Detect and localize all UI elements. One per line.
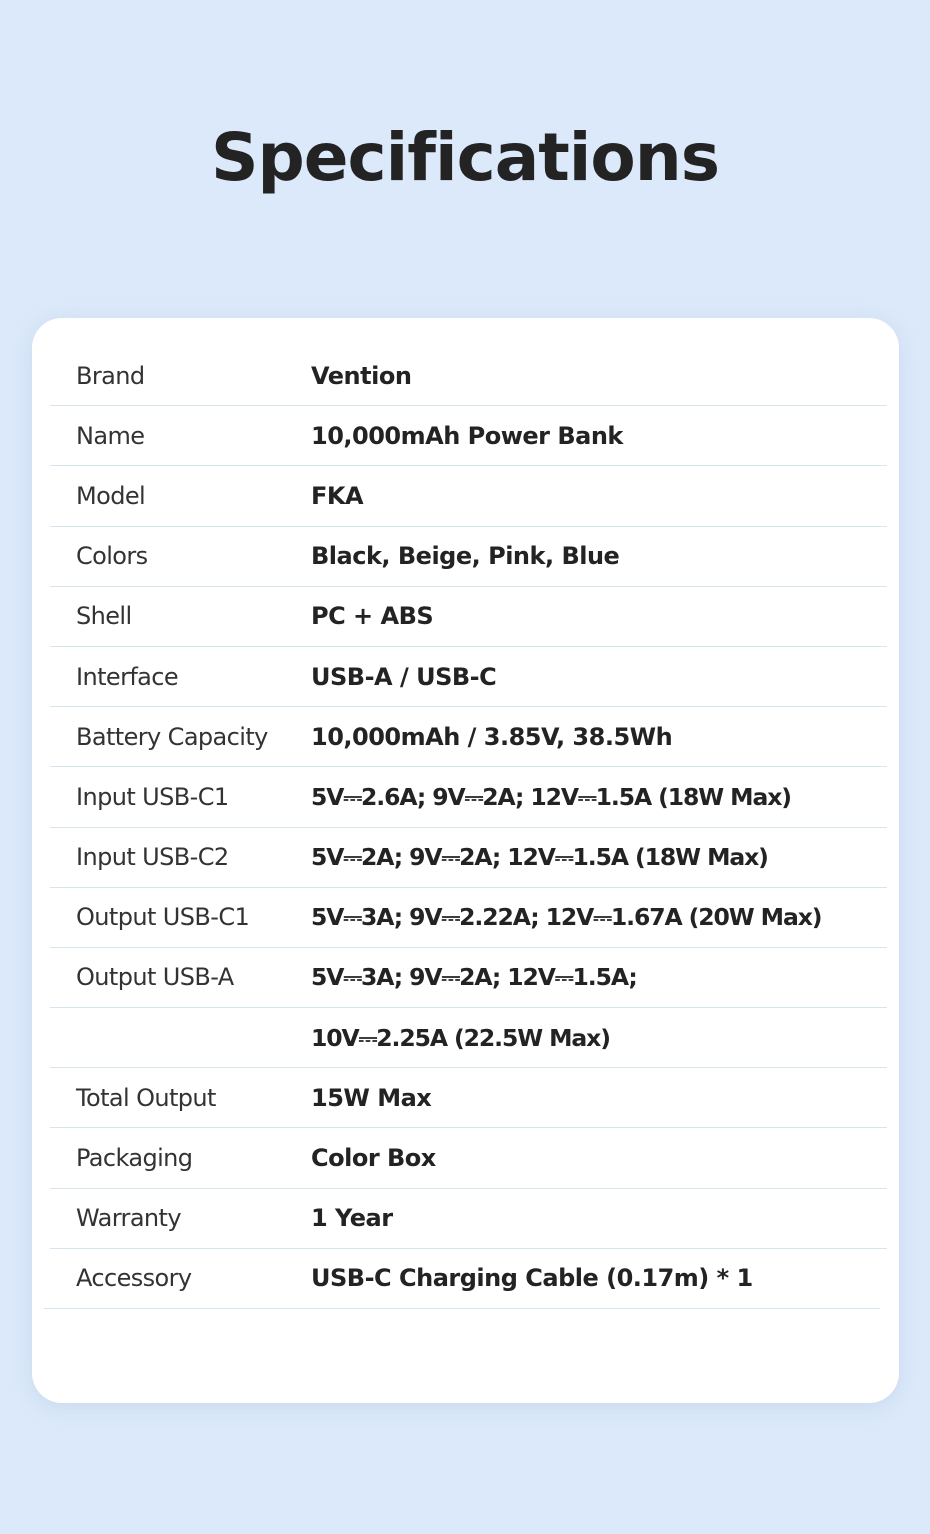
spec-label: Model — [76, 481, 146, 510]
spec-row-output-usb-c1 — [50, 888, 887, 948]
spec-label: Battery Capacity — [76, 722, 268, 751]
spec-value: Black, Beige, Pink, Blue — [311, 542, 620, 571]
spec-row-input-usb-c2 — [50, 828, 887, 888]
spec-value: 15W Max — [311, 1083, 432, 1112]
spec-label: Brand — [76, 361, 145, 390]
spec-row-input-usb-c1 — [50, 767, 887, 827]
spec-value: 1 Year — [311, 1204, 393, 1233]
spec-label: Warranty — [76, 1204, 181, 1233]
spec-label: Colors — [76, 542, 148, 571]
spec-row-total-output — [50, 1068, 887, 1128]
spec-row-interface — [50, 647, 887, 707]
spec-row-packaging — [50, 1128, 887, 1188]
spec-value: FKA — [311, 481, 364, 510]
spec-label: Name — [76, 421, 145, 450]
spec-value: 5V⎓2.6A; 9V⎓2A; 12V⎓1.5A (18W Max) — [311, 782, 791, 811]
spec-label: Input USB-C2 — [76, 843, 229, 872]
spec-row-shell — [50, 587, 887, 647]
spec-row-output-usb-a-continued — [50, 1008, 887, 1068]
spec-value: 10,000mAh / 3.85V, 38.5Wh — [311, 722, 673, 751]
spec-value: 5V⎓2A; 9V⎓2A; 12V⎓1.5A (18W Max) — [311, 843, 768, 872]
spec-value: 10V⎓2.25A (22.5W Max) — [311, 1023, 610, 1052]
spec-label: Total Output — [76, 1083, 216, 1112]
spec-row-name — [50, 406, 887, 466]
spec-table — [50, 346, 887, 1309]
spec-value: 5V⎓3A; 9V⎓2A; 12V⎓1.5A; — [311, 963, 637, 992]
spec-value: 10,000mAh Power Bank — [311, 421, 623, 450]
spec-row-warranty — [50, 1189, 887, 1249]
spec-row-colors — [50, 527, 887, 587]
spec-value: USB-C Charging Cable (0.17m) * 1 — [311, 1264, 753, 1293]
spec-label: Interface — [76, 662, 179, 691]
spec-row-output-usb-a — [50, 948, 887, 1008]
spec-value: 5V⎓3A; 9V⎓2.22A; 12V⎓1.67A (20W Max) — [311, 903, 822, 932]
page-title: Specifications — [210, 119, 720, 196]
spec-value: Color Box — [311, 1144, 436, 1173]
spec-value: USB-A / USB-C — [311, 662, 497, 691]
spec-row-accessory — [44, 1249, 880, 1309]
spec-row-brand — [50, 346, 887, 406]
spec-value: Vention — [311, 361, 412, 390]
spec-label: Output USB-C1 — [76, 903, 250, 932]
spec-label: Input USB-C1 — [76, 782, 229, 811]
spec-label: Shell — [76, 602, 132, 631]
spec-label: Accessory — [76, 1264, 192, 1293]
spec-label: Packaging — [76, 1144, 193, 1173]
spec-label: Output USB-A — [76, 963, 234, 992]
spec-value: PC + ABS — [311, 602, 434, 631]
spec-row-battery-capacity — [50, 707, 887, 767]
spec-row-model — [50, 466, 887, 526]
